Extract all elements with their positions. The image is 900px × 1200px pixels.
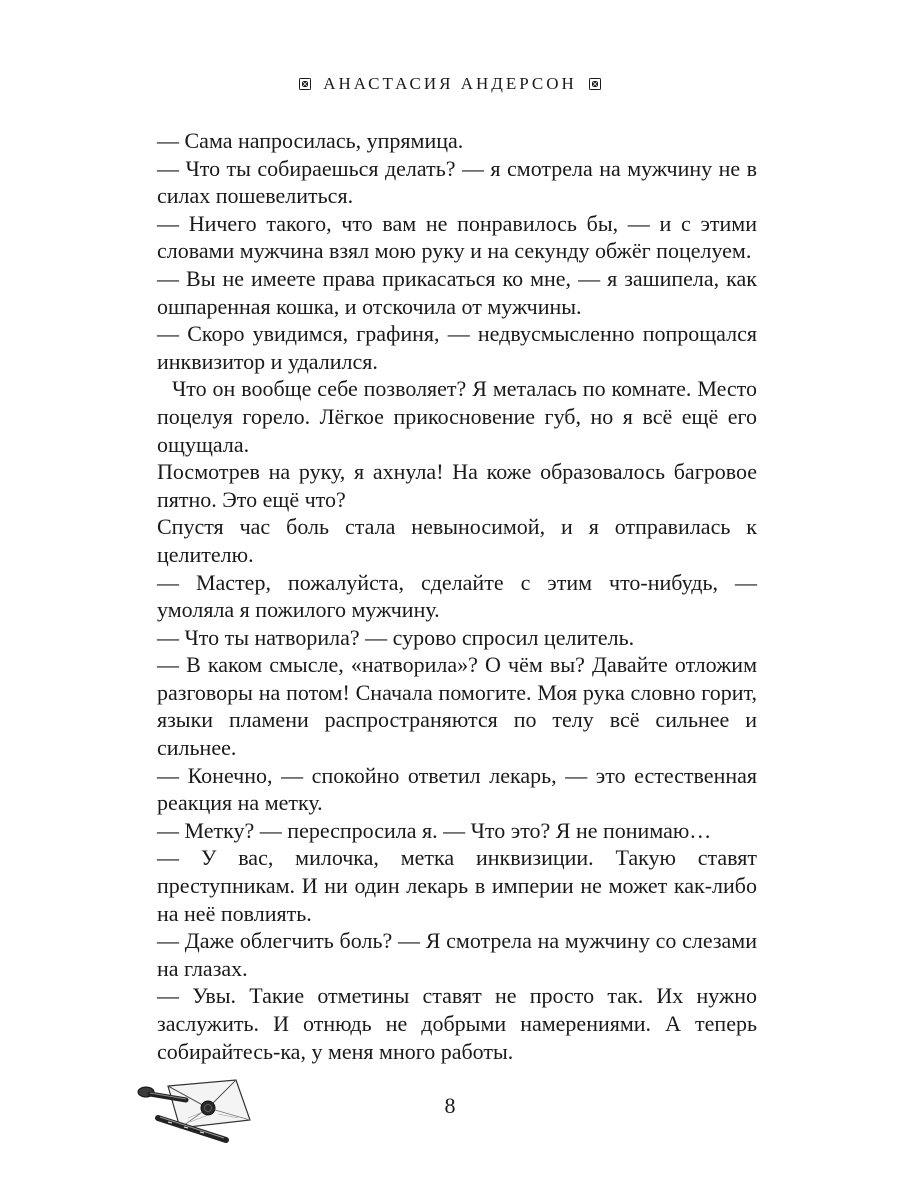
paragraph: — Вы не имеете права прикасаться ко мне, — я зашипела, как ошпаренная кошка, и отскочила от мужчины. <box>157 265 757 319</box>
paragraph: Что он вообще себе позволяет? Я металась по комнате. Место поцелуя горело. Лёгкое прикосновение губ, но я всё ещё его ощущала. <box>157 376 757 457</box>
author-name: АНАСТАСИЯ АНДЕРСОН <box>323 74 577 93</box>
paragraph: — Что ты натворила? — сурово спросил целитель. <box>157 624 635 650</box>
paragraph: Спустя час боль стала невыносимой, и я отправилась к целителю. <box>157 514 757 567</box>
paragraph: — Увы. Такие отметины ставят не просто так. Их нужно заслужить. И отнюдь не добрыми намерениями. А теперь собирайтесь-ка, у меня много работы. <box>157 983 757 1064</box>
paragraph: Посмотрев на руку, я ахнула! На коже образовалось багровое пятно. Это ещё что? <box>157 459 757 512</box>
square-ornament-icon <box>299 78 311 90</box>
paragraph: — В каком смысле, «натворила»? О чём вы? Давайте отложим разговоры на потом! Сначала помогите. Моя рука словно горит, языки пламени распространяются по телу всё сильнее и сильнее. <box>157 652 757 761</box>
paragraph: — Скоро увидимся, графиня, — недвусмысленно попрощался инквизитор и удалился. <box>157 321 757 374</box>
square-ornament-icon <box>589 78 601 90</box>
paragraph: — Даже облегчить боль? — Я смотрела на мужчину со слезами на глазах. <box>157 928 757 981</box>
paragraph: — Что ты собираешься делать? — я смотрела на мужчину не в силах пошевелиться. <box>157 155 757 209</box>
paragraph: — Метку? — переспросила я. — Что это? Я не понимаю… <box>157 817 712 843</box>
body-text <box>157 127 757 1065</box>
running-head <box>0 72 900 96</box>
paragraph: — У вас, милочка, метка инквизиции. Такую ставят преступникам. И ни один лекарь в империи не может как-либо на неё повлиять. <box>157 845 757 926</box>
paragraph: — Ничего такого, что вам не понравилось бы, — и с этими словами мужчина взял мою руку и на секунду обжёг поцелуем. <box>157 210 757 264</box>
paragraph: — Мастер, пожалуйста, сделайте с этим что-нибудь, — умоляла я пожилого мужчину. <box>157 569 757 623</box>
page-number: 8 <box>444 1093 456 1118</box>
paragraph: — Конечно, — спокойно ответил лекарь, — это естественная реакция на метку. <box>157 762 757 816</box>
paragraph: — Сама напросилась, упрямица. <box>157 128 464 153</box>
